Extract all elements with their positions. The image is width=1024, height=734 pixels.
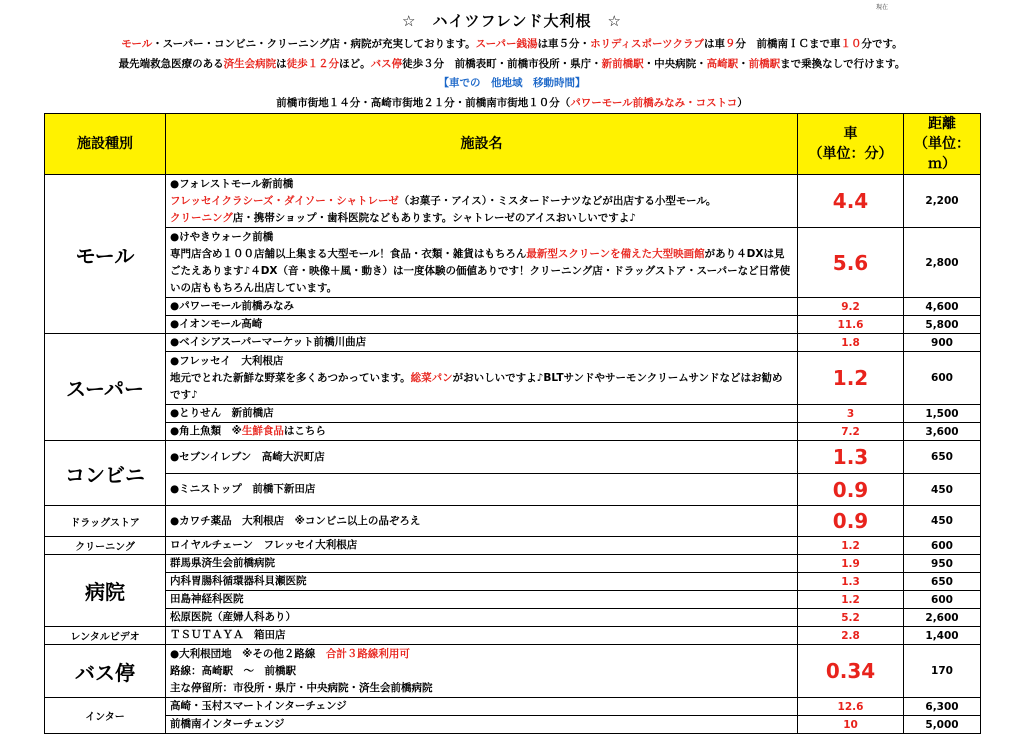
text-run: ●フォレストモール新前橋 [170, 177, 294, 190]
text-run: ●けやきウォーク前橋 [170, 230, 274, 243]
text-run: ） [737, 97, 748, 109]
table-row [45, 506, 981, 537]
facility-name [166, 716, 798, 734]
text-run: ●角上魚類 ※ [170, 425, 242, 437]
text-run: ●セブンイレブン 高崎大沢町店 [170, 450, 325, 463]
facility-name [166, 298, 798, 316]
facility-name [166, 555, 798, 573]
header-car-title: 車 [843, 126, 858, 142]
text-run: 最先端救急医療のある [118, 58, 224, 70]
car-minutes: 10 [798, 716, 904, 734]
facility-line [170, 316, 793, 333]
car-minutes: 0.34 [798, 645, 904, 698]
facility-name [166, 405, 798, 423]
text-run: まで乗換なしで行けます。 [780, 58, 906, 70]
category-rental-video: レンタルビデオ [45, 627, 166, 645]
table-row [45, 423, 981, 441]
highlight-text: 合計３路線利用可 [325, 647, 410, 660]
text-run: 高崎・玉村スマートインターチェンジ [170, 700, 347, 712]
highlight-text: 総菜パン [410, 371, 453, 384]
text-run: 分です。 [861, 38, 903, 50]
facility-name [166, 591, 798, 609]
category-mall: モール [45, 175, 166, 334]
highlight-text: 高崎駅 [706, 58, 739, 70]
text-run: がおいしいですよ♪BLTサンドやサーモンクリームサンドなどはお勧めです♪ [170, 371, 783, 401]
highlight-text: 生鮮食品 [241, 425, 284, 437]
distance: 1,400 [904, 627, 981, 645]
text-run: ●パワーモール前橋みなみ [170, 300, 295, 312]
car-minutes: 1.2 [798, 591, 904, 609]
facility-name [166, 474, 798, 506]
highlight-text: １０ [840, 38, 862, 50]
facility-line [170, 449, 793, 466]
facility-line [170, 555, 793, 572]
facility-line [170, 405, 793, 422]
table-row [45, 698, 981, 716]
header-distance-title: 距離 [928, 116, 956, 132]
text-run: 専門店含め１００店舗以上集まる大型モール！食品・衣類・雑貨はもちろん [170, 247, 527, 260]
highlight-text: 徒歩１２分 [286, 58, 340, 70]
distance: 600 [904, 537, 981, 555]
text-run: ●とりせん 新前橋店 [170, 407, 274, 419]
facility-name [166, 334, 798, 352]
distance: 2,800 [904, 228, 981, 298]
table-row [45, 591, 981, 609]
highlight-text: 前橋駅 [748, 58, 781, 70]
highlight-text: モール [121, 38, 153, 50]
text-run: 群馬県済生会前橋病院 [170, 557, 275, 569]
text-run: ●カワチ薬品 大利根店 ※コンビニ以上の品ぞろえ [170, 514, 421, 527]
table-header-row [45, 114, 981, 175]
highlight-text: ９ [725, 38, 736, 50]
text-run: 地元でとれた新鮮な野菜を多くあつかっています。 [170, 371, 411, 384]
text-run: ロイヤルチェーン フレッセイ大利根店 [170, 539, 358, 551]
distance: 950 [904, 555, 981, 573]
distance: 170 [904, 645, 981, 698]
table-row [45, 316, 981, 334]
text-run: ●ベイシアスーパーマーケット前橋川曲店 [170, 336, 367, 348]
facility-line [170, 246, 793, 297]
facility-line [170, 481, 793, 498]
header-car [798, 114, 904, 175]
intro-line-3: 【車での 他地域 移動時間】 [438, 77, 586, 89]
text-run: 店・携帯ショップ・歯科医院などもあります。シャトレーゼのアイスおいしいですよ♪ [232, 211, 636, 224]
facility-line [170, 513, 793, 530]
text-run: ＴＳＵＴＡＹＡ 箱田店 [170, 629, 286, 641]
distance: 450 [904, 506, 981, 537]
text-run: （お菓子・アイス）・ミスタードーナツなどが出店する小型モール。 [398, 194, 717, 207]
text-run: ・中央病院・ [643, 58, 707, 70]
text-run: ●イオンモール高崎 [170, 318, 263, 330]
text-run: ●大利根団地 ※その他２路線 [170, 647, 326, 660]
facility-line [170, 193, 793, 210]
distance: 5,800 [904, 316, 981, 334]
header-distance [904, 114, 981, 175]
car-minutes: 5.2 [798, 609, 904, 627]
facility-table [44, 113, 981, 734]
distance: 4,600 [904, 298, 981, 316]
table-row [45, 298, 981, 316]
distance: 600 [904, 352, 981, 405]
highlight-text: ホリディスポーツクラブ [590, 38, 704, 50]
car-minutes: 5.6 [798, 228, 904, 298]
text-run: 分 前橋南ＩＣまで車 [735, 38, 841, 50]
table-row [45, 716, 981, 734]
text-run: ほど。 [339, 58, 371, 70]
distance: 2,200 [904, 175, 981, 228]
highlight-text: スーパー銭湯 [475, 38, 538, 50]
distance: 450 [904, 474, 981, 506]
facility-line [170, 210, 793, 227]
highlight-text: クリーニング [170, 211, 233, 224]
table-row [45, 573, 981, 591]
facility-name [166, 627, 798, 645]
intro-line-2 [0, 57, 1024, 71]
facility-line [170, 716, 793, 733]
table-row [45, 441, 981, 474]
facility-line [170, 176, 793, 193]
intro-line-4 [0, 96, 1024, 110]
distance: 1,500 [904, 405, 981, 423]
car-minutes: 2.8 [798, 627, 904, 645]
facility-line [170, 646, 793, 663]
facility-name [166, 423, 798, 441]
table-row [45, 627, 981, 645]
text-run: ・スーパー・コンビニ・クリーニング店・病院が充実しております。 [152, 38, 476, 50]
distance: 5,000 [904, 716, 981, 734]
car-minutes: 1.3 [798, 441, 904, 474]
header-distance-unit: （単位：ｍ） [914, 136, 970, 172]
facility-line [170, 680, 793, 697]
facility-name [166, 506, 798, 537]
highlight-text: 新前橋駅 [601, 58, 644, 70]
header-name: 施設名 [166, 114, 798, 175]
text-run: 主な停留所：市役所・県庁・中央病院・済生会前橋病院 [170, 681, 433, 694]
facility-line [170, 370, 793, 404]
category-interchange: インター [45, 698, 166, 734]
facility-name [166, 441, 798, 474]
facility-line [170, 334, 793, 351]
header-type: 施設種別 [45, 114, 166, 175]
category-drugstore: ドラッグストア [45, 506, 166, 537]
car-minutes: 0.9 [798, 474, 904, 506]
table-row [45, 537, 981, 555]
car-minutes: 1.3 [798, 573, 904, 591]
table-row [45, 645, 981, 698]
page-title: ☆ ハイツフレンド大利根 ☆ [402, 12, 622, 30]
text-run: 田島神経科医院 [170, 593, 244, 605]
text-run: ●フレッセイ 大利根店 [170, 354, 284, 367]
table-row [45, 609, 981, 627]
car-minutes: 1.2 [798, 537, 904, 555]
intro-line-1 [0, 37, 1024, 51]
car-minutes: 3 [798, 405, 904, 423]
distance: 900 [904, 334, 981, 352]
facility-line [170, 698, 793, 715]
facility-line [170, 298, 793, 315]
table-row [45, 228, 981, 298]
highlight-text: バス停 [370, 58, 403, 70]
car-minutes: 12.6 [798, 698, 904, 716]
category-convenience: コンビニ [45, 441, 166, 506]
text-run: はこちら [283, 425, 326, 437]
facility-name [166, 175, 798, 228]
highlight-text: フレッセイクラシーズ・ダイソー・シャトレーゼ [170, 194, 399, 207]
facility-name [166, 698, 798, 716]
facility-line [170, 353, 793, 370]
highlight-text: 済生会病院 [223, 58, 277, 70]
text-run: は車 [704, 38, 725, 50]
car-minutes: 1.8 [798, 334, 904, 352]
table-row [45, 334, 981, 352]
car-minutes: 0.9 [798, 506, 904, 537]
car-minutes: 1.2 [798, 352, 904, 405]
facility-name [166, 609, 798, 627]
text-run: 内科胃腸科循環器科貝瀬医院 [170, 575, 307, 587]
category-cleaning: クリーニング [45, 537, 166, 555]
car-minutes: 9.2 [798, 298, 904, 316]
table-row [45, 474, 981, 506]
facility-line [170, 663, 793, 680]
highlight-text: 最新型スクリーンを備えた大型映画館 [526, 247, 705, 260]
car-minutes: 1.9 [798, 555, 904, 573]
category-bus-stop: バス停 [45, 645, 166, 698]
car-minutes: 11.6 [798, 316, 904, 334]
text-run: 路線：高崎駅 ～ 前橋駅 [170, 664, 296, 677]
facility-line [170, 229, 793, 246]
text-run: 徒歩３分 前橋表町・前橋市役所・県庁・ [402, 58, 602, 70]
facility-line [170, 609, 793, 626]
car-minutes: 7.2 [798, 423, 904, 441]
text-run: 前橋市街地１４分・高崎市街地２１分・前橋南市街地１０分（ [276, 97, 571, 109]
table-row [45, 352, 981, 405]
facility-line [170, 537, 793, 554]
category-super: スーパー [45, 334, 166, 441]
facility-name [166, 228, 798, 298]
corner-note: 現在 [876, 4, 889, 11]
distance: 3,600 [904, 423, 981, 441]
distance: 2,600 [904, 609, 981, 627]
distance: 6,300 [904, 698, 981, 716]
facility-line [170, 423, 793, 440]
table-row [45, 405, 981, 423]
table-row [45, 175, 981, 228]
text-run: ●ミニストップ 前橋下新田店 [170, 483, 316, 495]
facility-line [170, 573, 793, 590]
category-hospital: 病院 [45, 555, 166, 627]
distance: 600 [904, 591, 981, 609]
facility-name [166, 537, 798, 555]
header-car-unit: （単位：分） [808, 146, 893, 162]
facility-name [166, 352, 798, 405]
text-run: 松原医院（産婦人科あり） [170, 611, 296, 623]
car-minutes: 4.4 [798, 175, 904, 228]
facility-line [170, 591, 793, 608]
facility-line [170, 627, 793, 644]
facility-name [166, 573, 798, 591]
distance: 650 [904, 441, 981, 474]
facility-name [166, 316, 798, 334]
text-run: 前橋南インターチェンジ [170, 718, 285, 730]
distance: 650 [904, 573, 981, 591]
text-run: ・ [738, 58, 749, 70]
highlight-text: パワーモール前橋みなみ・コストコ [570, 97, 738, 109]
text-run: は車５分・ [537, 38, 591, 50]
table-row [45, 555, 981, 573]
text-run: があり４DXは見ごたえあります♪４DX（音・映像＋風・動き）は一度体験の価値ありです！クリーニング店・ドラッグストア・スーパーなど日常使いの店ももちろん出店しています。 [170, 247, 791, 294]
text-run: は [276, 58, 287, 70]
facility-name [166, 645, 798, 698]
